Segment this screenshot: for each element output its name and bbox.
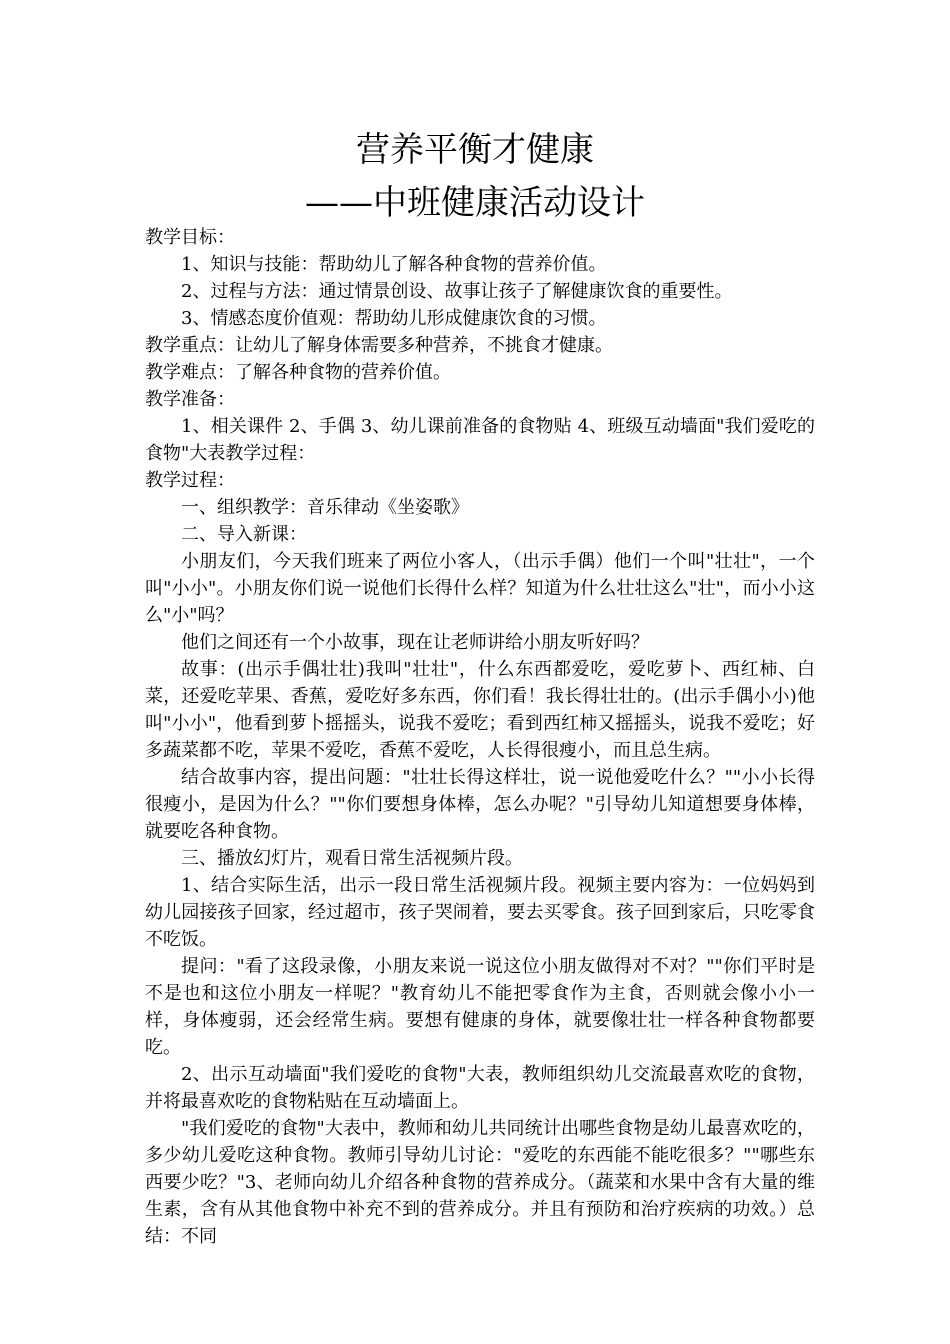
paragraph: 一、组织教学：音乐律动《坐姿歌》	[181, 497, 469, 518]
paragraph: 教学难点：了解各种食物的营养价值。	[145, 362, 451, 383]
document-body	[145, 224, 815, 1250]
paragraph: 结合故事内容，提出问题："壮壮长得这样壮，说一说他爱吃什么？""小小长得很瘦小，是因为什么？""你们要想身体棒，怎么办呢？"引导幼儿知道想要身体棒，就要吃各种食物。	[145, 767, 815, 842]
paragraph: 教学准备：	[145, 389, 235, 410]
paragraph: 教学重点：让幼儿了解身体需要多种营养，不挑食才健康。	[145, 335, 613, 356]
paragraph: 提问："看了这段录像，小朋友来说一说这位小朋友做得对不对？""你们平时是不是也和这位小朋友一样呢？"教育幼儿不能把零食作为主食，否则就会像小小一样，身体瘦弱，还会经常生病。要想有健康的身体，就要像壮壮一样各种食物都要吃。	[145, 956, 815, 1058]
paragraph: 小朋友们，今天我们班来了两位小客人，（出示手偶）他们一个叫"壮壮"，一个叫"小小"。小朋友你们说一说他们长得什么样？知道为什么壮壮这么"壮"，而小小这么"小"吗？	[145, 551, 815, 626]
paragraph: 教学目标：	[145, 227, 235, 248]
paragraph: 教学过程：	[145, 470, 235, 491]
document-subtitle: ——中班健康活动设计	[305, 183, 645, 223]
paragraph: 二、导入新课：	[181, 524, 307, 545]
document-title: 营养平衡才健康	[356, 130, 594, 170]
paragraph: 2、出示互动墙面"我们爱吃的食物"大表，教师组织幼儿交流最喜欢吃的食物，并将最喜欢吃的食物粘贴在互动墙面上。	[145, 1064, 815, 1112]
paragraph: "我们爱吃的食物"大表中，教师和幼儿共同统计出哪些食物是幼儿最喜欢吃的，多少幼儿爱吃这种食物。教师引导幼儿讨论："爱吃的东西能不能吃很多？""哪些东西要少吃？"3、老师向幼儿介绍各种食物的营养成分。（蔬菜和水果中含有大量的维生素，含有从其他食物中补充不到的营养成分。并且有预防和治疗疾病的功效。）总结：不同	[145, 1118, 815, 1247]
paragraph: 1、相关课件 2、手偶 3、幼儿课前准备的食物贴 4、班级互动墙面"我们爱吃的食物"大表教学过程：	[145, 416, 815, 464]
paragraph: 三、播放幻灯片，观看日常生活视频片段。	[181, 848, 523, 869]
paragraph: 故事：(出示手偶壮壮)我叫"壮壮"，什么东西都爱吃，爱吃萝卜、西红柿、白菜，还爱吃苹果、香蕉，爱吃好多东西，你们看！我长得壮壮的。(出示手偶小小)他叫"小小"，他看到萝卜摇摇头，说我不爱吃；看到西红柿又摇摇头，说我不爱吃；好多蔬菜都不吃，苹果不爱吃，香蕉不爱吃，人长得很瘦小，而且总生病。	[145, 659, 815, 761]
paragraph: 2、过程与方法：通过情景创设、故事让孩子了解健康饮食的重要性。	[181, 281, 733, 302]
paragraph: 1、结合实际生活，出示一段日常生活视频片段。视频主要内容为：一位妈妈到幼儿园接孩子回家，经过超市，孩子哭闹着，要去买零食。孩子回到家后，只吃零食不吃饭。	[145, 875, 815, 950]
paragraph: 他们之间还有一个小故事，现在让老师讲给小朋友听好吗？	[181, 632, 649, 653]
paragraph: 3、情感态度价值观：帮助幼儿形成健康饮食的习惯。	[181, 308, 607, 329]
paragraph: 1、知识与技能：帮助幼儿了解各种食物的营养价值。	[181, 254, 607, 275]
